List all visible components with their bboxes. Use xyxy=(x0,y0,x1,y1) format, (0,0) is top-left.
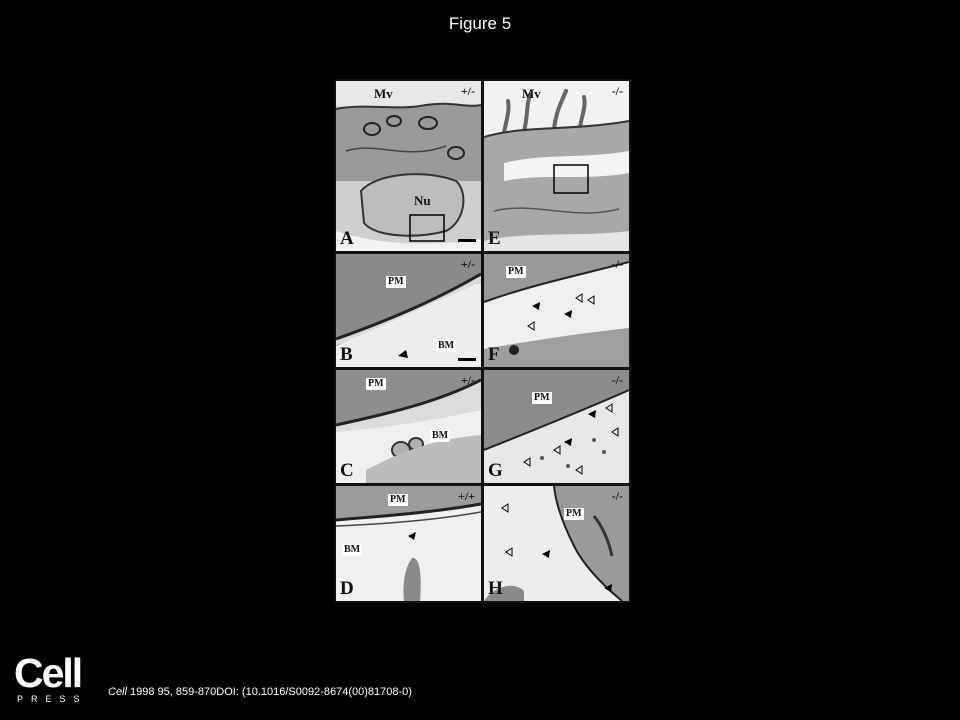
panel-e-tag-mv: Mv xyxy=(522,86,541,101)
panel-c-label: C xyxy=(340,460,354,481)
panel-c-tag-pm: PM xyxy=(368,378,384,389)
panel-h-label: H xyxy=(488,578,503,599)
panel-g-tag-pm: PM xyxy=(534,392,550,403)
figure-title: Figure 5 xyxy=(448,14,512,33)
panel-c-tag-bm: BM xyxy=(432,430,449,441)
logo-word: Cell xyxy=(14,650,82,696)
cell-press-logo xyxy=(14,650,88,704)
panel-a-micrograph xyxy=(336,81,481,251)
panel-d xyxy=(336,486,481,601)
panel-b-micrograph xyxy=(336,254,481,367)
panel-b-tag-pm: PM xyxy=(388,276,404,287)
panel-a xyxy=(336,81,481,251)
panel-f-genotype: -/- xyxy=(611,257,623,271)
panel-f xyxy=(484,254,629,367)
panel-c-micrograph xyxy=(336,370,481,483)
panel-d-tag-bm: BM xyxy=(344,544,361,555)
panel-e xyxy=(484,81,629,251)
panel-f-tag-pm: PM xyxy=(508,266,524,277)
panel-d-genotype: +/+ xyxy=(457,489,475,503)
panel-a-tag-mv: Mv xyxy=(374,86,393,101)
panel-e-label: E xyxy=(488,228,501,249)
panel-a-tag-nu: Nu xyxy=(414,193,431,208)
panel-d-label: D xyxy=(340,578,354,599)
panel-g-label: G xyxy=(488,460,503,481)
panel-g-genotype: -/- xyxy=(611,373,623,387)
panel-e-genotype: -/- xyxy=(611,84,623,98)
panel-h-genotype: -/- xyxy=(611,489,623,503)
panel-h-micrograph xyxy=(484,486,629,601)
panel-a-genotype: +/- xyxy=(460,84,475,98)
panel-b-tag-bm: BM xyxy=(438,340,455,351)
panel-b-genotype: +/- xyxy=(460,257,475,271)
panel-h xyxy=(484,486,629,601)
logo-sub: PRESS xyxy=(17,694,88,704)
citation-text: 1998 95, 859-870DOI: (10.1016/S0092-8674(00)81708-0) xyxy=(126,686,412,698)
micrograph-figure xyxy=(334,79,631,603)
panel-g-micrograph xyxy=(484,370,629,483)
panel-d-tag-pm: PM xyxy=(390,494,406,505)
panel-b-label: B xyxy=(340,344,353,365)
panel-h-tag-pm: PM xyxy=(566,508,582,519)
panel-e-micrograph xyxy=(484,81,629,251)
panel-a-label: A xyxy=(340,228,354,249)
panel-g xyxy=(484,370,629,483)
panel-f-label: F xyxy=(488,344,500,365)
panel-b xyxy=(336,254,481,367)
citation-journal: Cell xyxy=(108,686,127,698)
panel-c-genotype: +/- xyxy=(460,373,475,387)
citation xyxy=(108,686,412,698)
panel-c xyxy=(336,370,481,483)
